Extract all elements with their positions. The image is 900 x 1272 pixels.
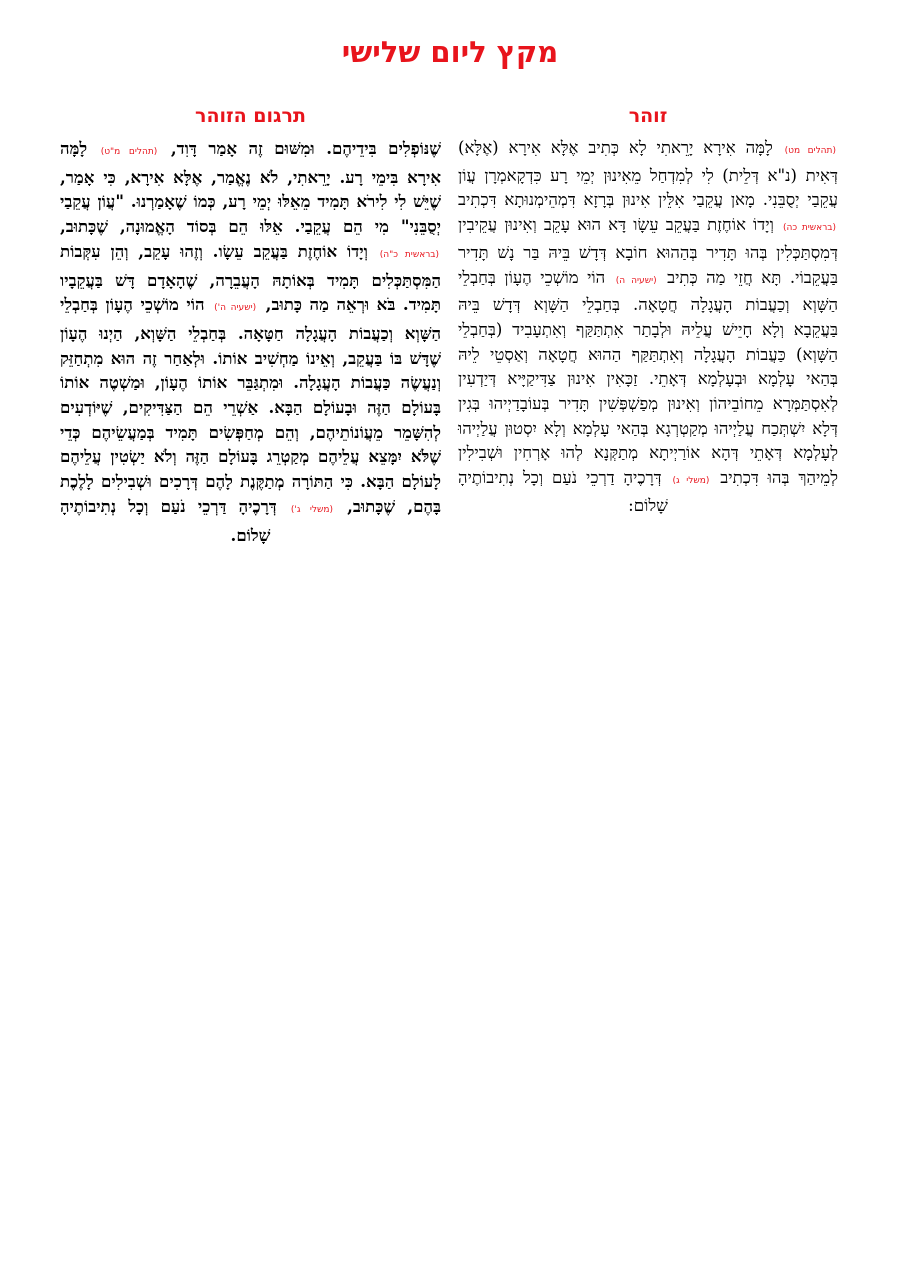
source-reference: (ישעיה ה') (214, 303, 257, 314)
zohar-text-segment: הוֹי מוֹשְׁכֵי הֶעָוֹן בְּחַבְלֵי הַשָּׁוְא וְכַעֲבוֹת הָעֲגָלָה חֲטָאָה. בְּחַבְלֵי הַשָּׁוְא דְּדָשׁ בֵּיהּ בַּעֲקֵבָא וְלָא חָיֵישׁ עֲלֵיהּ וּלְבָתַר אִתְתַּקַּף וְאִתְעָבִיד (בְּחַבְלֵי הַשָּׁוְא) כַּעֲבוֹת הָעֲגָלָה וְאִתְתַּקַּף הַהוּא חֲטָאָה וְאַסְטֵי לֵיהּ בְּהַאי עָלְמָא וּבְעָלְמָא דְּאָתֵי. זַכָּאִין אִינוּן צַדִּיקַיָּיא דְּיַדְעִין לְאִסְתַּמְּרָא מֵחוֹבֵיהוֹן וְאִינוּן מְפַשְׁפְּשִׁין תָּדִיר בְּעוֹבָדַיְיהוּ בְּגִין דְּלָא יִשְׁתְּכַח עֲלַיְיהוּ מְקַטְרְגָא בְּהַאי עָלְמָא וְלָא יִסְטוּן עֲלַיְיהוּ לְעָלְמָא דְּאָתֵי דְּהָא אוֹרַיְיתָא מְתַקְּנָא לְהוּ אָרְחִין וּשְׁבִילִין לְמֵיהַךְ בְּהוּ דִּכְתִיב (458, 267, 838, 488)
source-reference: (משלי ג') (290, 504, 333, 515)
targum-text-segment: הוֹי מוֹשְׁכֵי הֶעָוֹן בְּחַבְלֵי הַשָּׁוְא וְכַעֲבוֹת הָעֲגָלָה חַטָּאָה. בְּחַבְלֵי הַשָּׁוְא, הַיְנוּ הֶעָוֹן שֶׁדָּשׁ בּוֹ בַּעֲקֵב, וְאֵינוֹ מַחְשִׁיב אוֹתוֹ. וּלְאַחַר זֶה הוּא מִתְחַזֵּק וְנַעֲשֶׂה כַּעֲבוֹת הָעֲגָלָה. וּמִתְגַּבֵּר אוֹתוֹ הֶעָוֹן, וּמַשְׁטֶה אוֹתוֹ בָּעוֹלָם הַזֶּה וּבָעוֹלָם הַבָּא. אַשְׁרֵי הֵם הַצַּדִּיקִים, שֶׁיּוֹדְעִים לְהִשָּׁמֵר מֵעֲוֹנוֹתֵיהֶם, וְהֵם מְחַפְּשִׂים תָּמִיד בְּמַעֲשֵׂיהֶם כְּדֵי שֶׁלֹּא יִמָּצֵא עֲלֵיהֶם מְקַטְרֵג בָּעוֹלָם הַזֶּה וְלֹא יַשְׂטִין עֲלֵיהֶם לָעוֹלָם הַבָּא. כִּי הַתּוֹרָה מְתַקֶּנֶת לָהֶם דְּרָכִים וּשְׁבִילִים לָלֶכֶת בָּהֶם, שֶׁכָּתוּב, (60, 294, 441, 516)
source-reference: (ישעיה ה) (615, 275, 657, 286)
source-reference: (תהלים מ"ט) (100, 147, 158, 157)
page-title: מקץ ליום שלישי (341, 35, 559, 69)
source-reference: (בראשית כ"ה) (379, 249, 440, 260)
targum-heading: תרגום הזוהר (195, 105, 306, 127)
zohar-text-segment: וְיָדוֹ אוֹחֶזֶת בַּעֲקֵב עֵשָׂו דָּא הוּא עָקֵב וְאִינוּן עֲקֵיבִין דְּמִסְתַּכְּלִין בְּהוּ תָּדִיר בְּהַהוּא חוֹבָא דְּדָשׁ בֵּיהּ בַּר נָשׁ תָּדִיר בַּעֲקֵבוֹי. תָּא חֲזֵי מַה כְּתִיב (458, 215, 838, 287)
targum-text-segment: דְּרָכֶיהָ דַּרְכֵי נֹעַם וְכָל נְתִיבוֹתֶיהָ שָׁלוֹם. (60, 495, 289, 545)
targum-column (60, 104, 441, 547)
zohar-text-segment: דְּרָכֶיהָ דַרְכֵי נֹעַם וְכָל נְתִיבוֹתֶיהָ שָׁלוֹם: (458, 468, 671, 515)
source-reference: (משלי ג) (672, 476, 710, 487)
zohar-text-segment: לָמָּה אִירָא יָרֵאתִי לָא כְּתִיב אֶלָּא אִירָא (אֶלָּא) דְּאִית (נ"א דְּלֵית) לִי לְמִדְחַל מֵאִינוּן יְמֵי רָע כִּדְקָאמְרָן עֲוֹן עֲקֵבַי יְסֻבֵּנִי. מָאן עֲקֵבַי אִלֵּין אִינוּן בְּרָזָא דִּמְהֵימְנוּתָא דִּכְתִיב (458, 138, 838, 210)
source-reference: (תהלים מט) (784, 146, 836, 156)
zohar-text (458, 136, 838, 519)
targum-text (60, 136, 441, 547)
targum-text-segment: וְיָדוֹ אוֹחֶזֶת בַּעֲקֵב עֵשָׂו. וְזֶהוּ עָקֵב, וְהֵן עִקְּבוֹת הַמִּסְתַּכְּלִים תָּמִיד בְּאוֹתָהּ הָעֲבֵרָה, שֶׁהָאָדָם דָּשׁ בַּעֲקֵבָיו תָּמִיד. בֹּא וּרְאֵה מַה כָּתוּב, (60, 240, 441, 315)
source-reference: (בראשית כה) (783, 223, 836, 234)
targum-text-segment: שֶׁנּוֹפְלִים בִּידֵיהֶם. וּמִשּׁוּם זֶה אָמַר דָּוִד, (159, 138, 441, 158)
targum-text-segment: לָמָּה אִירָא בִּימֵי רָע. יָרֵאתִי, לֹא נֶאֱמַר, אֶלָּא אִירָא, כִּי אָמַר, שֶׁיֵּשׁ לִי לִירֹא תָּמִיד מֵאֵלּוּ יְמֵי רָע, כְּמוֹ שֶׁאָמַרְנוּ. "עֲוֹן עֲקֵבַי יְסֻבֵּנִי" מִי הֵם עֲקֵבַי. אֵלּוּ הֵם בְּסוֹד הָאֱמוּנָה, שֶׁכָּתוּב, (60, 138, 441, 237)
zohar-column (458, 104, 838, 519)
zohar-heading: זוהר (628, 105, 668, 127)
